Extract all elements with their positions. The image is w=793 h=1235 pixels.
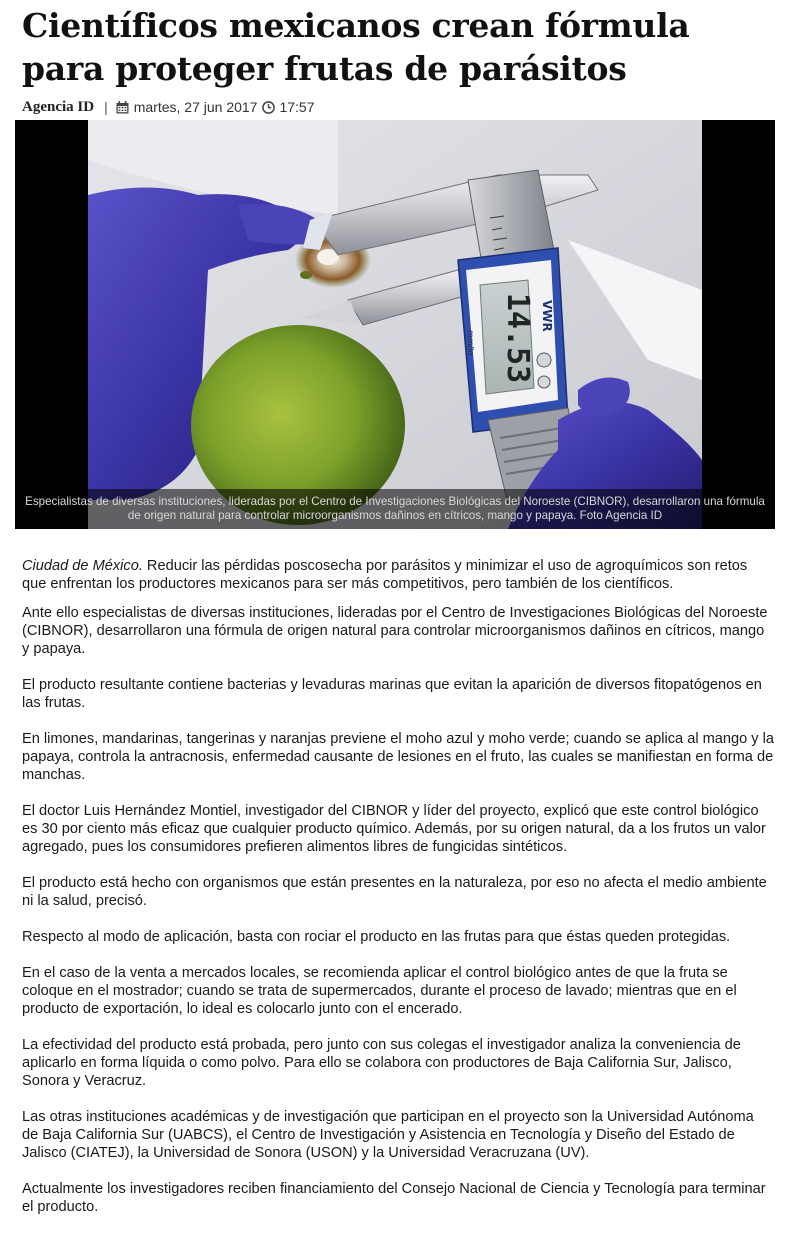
body-paragraph: La efectividad del producto está probada, pero junto con sus colegas el investigador analiza la conveniencia de aplicarlo en forma líquida o como polvo. Para ello se colabora con productores de Baja California Sur, Jalisco, Sonora y Veracruz.: [22, 1037, 741, 1089]
article-photo: [88, 120, 702, 529]
byline-agency[interactable]: Agencia ID: [22, 98, 95, 115]
lead-text: Reducir las pérdidas poscosecha por parásitos y minimizar el uso de agroquímicos son retos que enfrentan los productores mexicanos para ser más competitivos, pero también de los científicos.: [22, 558, 748, 592]
lead-paragraph: [22, 557, 774, 593]
clock-icon: [262, 101, 275, 114]
figure-caption: Especialistas de diversas instituciones, lideradas por el Centro de Investigaciones Biológicas del Noroeste (CIBNOR), desarrollaron una fórmula de origen natural para controlar microorganismos dañinos en cítricos, mango y papaya. Foto Agencia ID: [25, 495, 765, 522]
body-paragraph: Respecto al modo de aplicación, basta con rociar el producto en las frutas para que éstas queden protegidas.: [22, 929, 731, 945]
caliper-brand: VWR: [540, 300, 554, 332]
byline-date: martes, 27 jun 2017: [133, 99, 258, 115]
dateline: Ciudad de México.: [22, 558, 143, 574]
body-paragraph: En el caso de la venta a mercados locales, se recomienda aplicar el control biológico antes de que la fruta se coloque en el mostrador; cuando se trata de supermercados, durante el proceso de lavado; mientras que en el producto de exportación, lo ideal es colocarlo junto con el encerado.: [22, 965, 737, 1017]
body-paragraph: Las otras instituciones académicas y de investigación que participan en el proyecto son la Universidad Autónoma de Baja California Sur (UABCS), el Centro de Investigación y Asistencia en Tecnología y Diseño del Estado de Jalisco (CIATEJ), la Universidad de Sonora (USON) y la Universidad Veracruzana (UV).: [22, 1109, 754, 1161]
calendar-icon: [116, 101, 129, 114]
byline-separator: |: [104, 99, 108, 115]
article-headline: Científicos mexicanos crean fórmula para proteger frutas de parásitos: [22, 6, 690, 88]
body-paragraph: Actualmente los investigadores reciben financiamiento del Consejo Nacional de Ciencia y Tecnología para terminar el producto.: [22, 1181, 766, 1215]
body-paragraph: El producto resultante contiene bacterias y levaduras marinas que evitan la aparición de diversos fitopatógenos en las frutas.: [22, 677, 762, 711]
caliper-unit: mm/in: [466, 330, 475, 356]
byline: [22, 97, 315, 117]
caliper-reading: 14.53: [500, 292, 535, 384]
body-paragraph: En limones, mandarinas, tangerinas y naranjas previene el moho azul y moho verde; cuando se aplica al mango y la papaya, controla la antracnosis, enfermedad causante de lesiones en el fruto, las cuales se manifiestan en forma de manchas.: [22, 731, 775, 783]
body-paragraph: Ante ello especialistas de diversas instituciones, lideradas por el Centro de Investigaciones Biológicas del Noroeste (CIBNOR), desarrollaron una fórmula de origen natural para controlar microorganismos dañinos en cítricos, mango y papaya.: [22, 605, 768, 657]
article-body: [22, 557, 774, 1234]
article-figure: [15, 120, 775, 529]
byline-time: 17:57: [279, 99, 315, 115]
body-paragraph: El doctor Luis Hernández Montiel, investigador del CIBNOR y líder del proyecto, explicó que este control biológico es 30 por ciento más eficaz que cualquier producto químico. Además, por su origen natural, da a los frutos un valor agregado, pues los consumidores prefieren alimentos libres de fungicidas sintéticos.: [22, 803, 766, 855]
body-paragraph: El producto está hecho con organismos que están presentes en la naturaleza, por eso no afecta el medio ambiente ni la salud, precisó.: [22, 875, 767, 909]
